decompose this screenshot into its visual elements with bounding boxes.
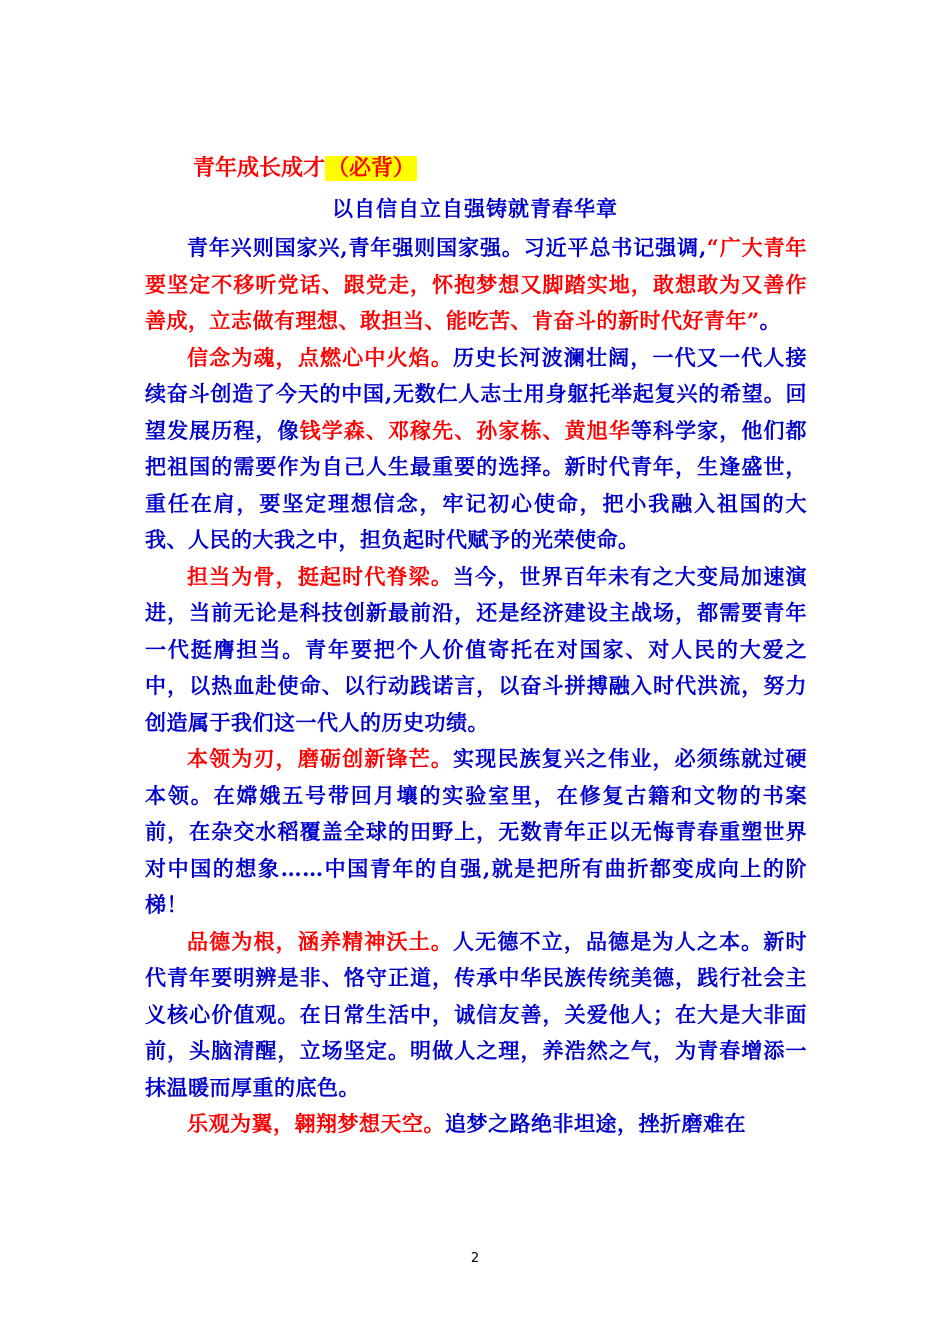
paragraph-topic: 乐观为翼，翱翔梦想天空。 (187, 1111, 445, 1136)
essay-title: 以自信自立自强铸就青春华章 (332, 196, 618, 221)
paragraph-intro (145, 230, 807, 340)
paragraph-skill (145, 741, 807, 924)
intro-tail: 。 (759, 308, 782, 333)
essay-body (145, 230, 807, 1143)
paragraph-text: 追梦之路绝非坦途，挫折磨难在 (445, 1111, 746, 1136)
intro-lead: 青年兴则国家兴,青年强则国家强。习近平总书记强调, (187, 235, 707, 260)
paragraph-text: 人无德不立，品德是为人之本。新时代青年要明辨是非、恪守正道，传承中华民族传统美德，践行社会主义核心价值观。在日常生活中，诚信友善，关爱他人；在大是大非面前，头脑清醒，立场坚定。明做人之理，养浩然之气，为青春增添一抹温暖而厚重的底色。 (145, 928, 807, 1100)
section-heading (193, 152, 417, 186)
paragraph-responsibility (145, 559, 807, 742)
paragraph-faith (145, 340, 807, 559)
paragraph-text: 当今，世界百年未有之大变局加速演进，当前无论是科技创新最前沿，还是经济建设主战场，都需要青年一代挺膺担当。青年要把个人价值寄托在对国家、对人民的大爱之中，以热血赴使命、以行动践诺言，以奋斗拼搏融入时代洪流，努力创造属于我们这一代人的历史功绩。 (145, 563, 807, 735)
heading-highlight: （必背） (327, 156, 416, 181)
scientist-names: 钱学森、邓稼先、孙家栋、黄旭华 (299, 417, 631, 443)
page-number: 2 (470, 1251, 480, 1266)
paragraph-topic: 本领为刃，磨砺创新锋芒。 (187, 746, 453, 771)
paragraph-optimism (145, 1106, 807, 1143)
paragraph-text: 历史长河波澜壮阔，一代又一代人接续奋斗创造了今天的中国,无数仁人志士用身躯托举起复兴的希望。回望发展历程，像 (145, 344, 807, 443)
paragraph-text: 实现民族复兴之伟业，必须练就过硬本领。在嫦娥五号带回月壤的实验室里，在修复古籍和文物的书案前，在杂交水稻覆盖全球的田野上，无数青年正以无悔青春重塑世界对中国的想象……中国青年的自强,就是把所有曲折都变成向上的阶梯！ (145, 746, 807, 917)
paragraph-text: 等科学家，他们都把祖国的需要作为自己人生最重要的选择。新时代青年，生逢盛世，重任在肩，要坚定理想信念，牢记初心使命，把小我融入祖国的大我、人民的大我之中，担负起时代赋予的光荣使命。 (145, 417, 808, 552)
intro-quote: “广大青年要坚定不移听党话、跟党走，怀抱梦想又脚踏实地，敢想敢为又善作善成，立志做有理想、敢担当、能吃苦、肯奋斗的新时代好青年” (145, 235, 807, 333)
heading-title: 青年成长成才 (193, 156, 326, 181)
paragraph-virtue (145, 924, 807, 1107)
paragraph-topic: 品德为根，涵养精神沃土。 (187, 928, 453, 954)
paragraph-topic: 担当为骨，挺起时代脊梁。 (187, 563, 453, 589)
paragraph-topic: 信念为魂，点燃心中火焰。 (187, 344, 453, 370)
